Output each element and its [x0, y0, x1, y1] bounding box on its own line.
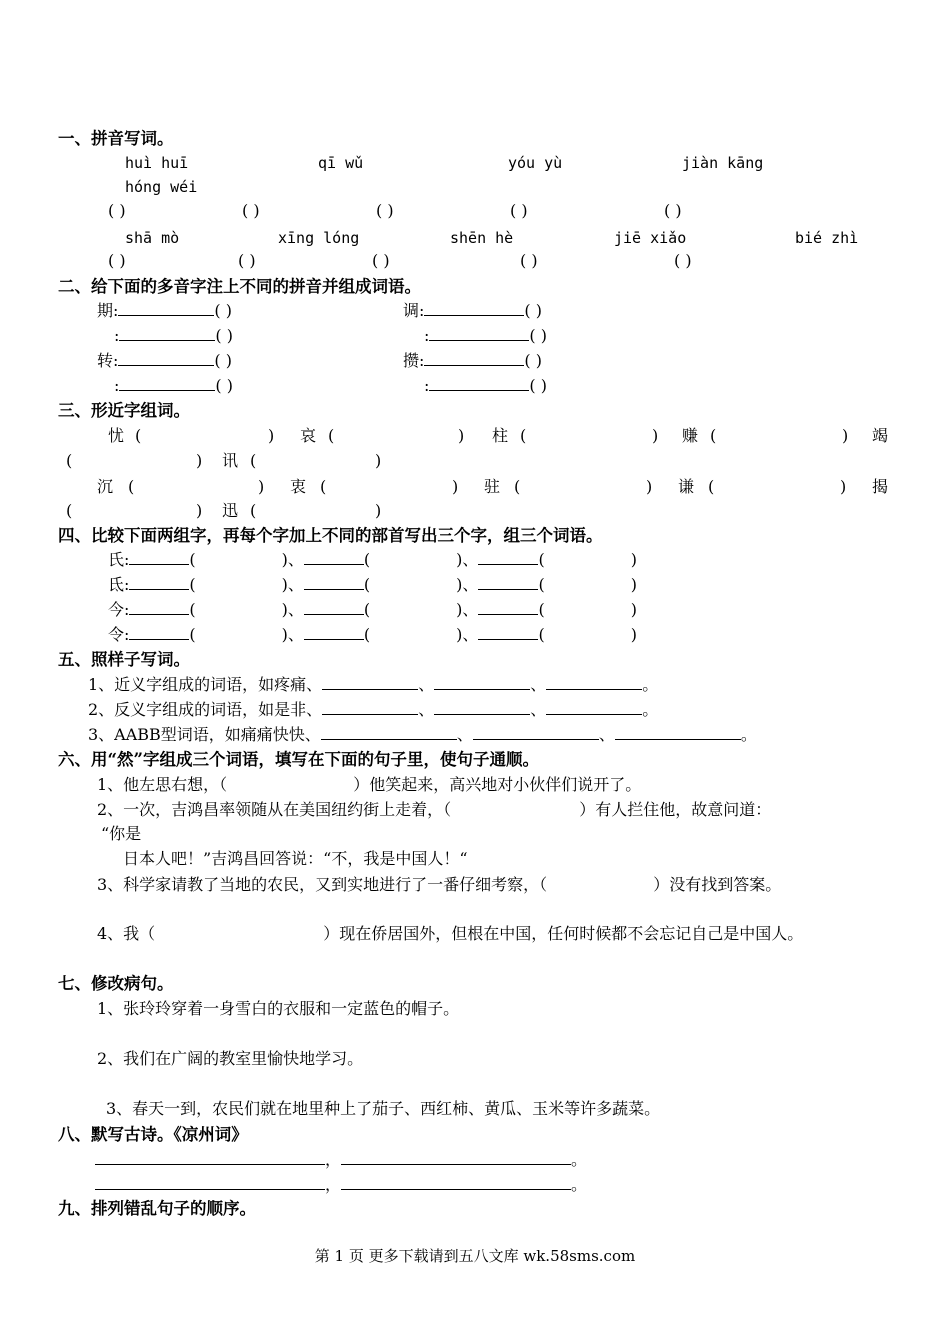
- separator: 、: [530, 675, 547, 694]
- paren-open: (: [135, 426, 142, 445]
- question-text: 2、反义字组成的词语，如是非、: [88, 700, 323, 719]
- paren-close: ): [258, 477, 265, 496]
- polyphone-label: :: [424, 326, 430, 345]
- answer-paren[interactable]: ( ): [524, 301, 542, 320]
- answer-blank[interactable]: [424, 351, 524, 366]
- similar-char: 揭: [872, 477, 889, 496]
- answer-paren[interactable]: ( ): [524, 351, 542, 370]
- polyphone-label: 期:: [97, 301, 119, 320]
- polyphone-label: :: [114, 326, 120, 345]
- answer-blank[interactable]: [129, 625, 189, 640]
- similar-char: 驻: [484, 477, 501, 496]
- paren-close: ): [456, 600, 463, 619]
- section-4-title: 四、比较下面两组字，再每个字加上不同的部首写出三个字，组三个词语。: [58, 526, 603, 545]
- pinyin-item: xīng lóng: [278, 229, 360, 247]
- paren-open: (: [189, 625, 196, 644]
- pinyin-item: shēn hè: [450, 229, 514, 247]
- pinyin-item: bié zhì: [795, 229, 859, 247]
- paren-close: ): [196, 501, 203, 520]
- answer-blank[interactable]: [304, 550, 364, 565]
- polyphone-label: 转:: [97, 351, 119, 370]
- separator: 、: [462, 625, 479, 644]
- comma: ，: [325, 1150, 342, 1169]
- answer-blank[interactable]: [478, 625, 538, 640]
- paren-close: ): [456, 575, 463, 594]
- answer-blank[interactable]: [129, 575, 189, 590]
- similar-char: 谦: [678, 477, 695, 496]
- answer-paren[interactable]: ( ): [529, 376, 547, 395]
- paren-close: ): [375, 451, 382, 470]
- paren-close: ): [630, 575, 637, 594]
- paren-close: ): [456, 625, 463, 644]
- separator: 、: [287, 550, 304, 569]
- question-text: 日本人吧！”吉鸿昌回答说：“不，我是中国人！“: [123, 849, 468, 868]
- pinyin-item: shā mò: [125, 229, 180, 247]
- paren-open: (: [320, 477, 327, 496]
- period: 。: [740, 725, 757, 744]
- polyphone-label: :: [114, 376, 120, 395]
- paren-open: (: [189, 600, 196, 619]
- question-text: 2、我们在广阔的教室里愉快地学习。: [97, 1049, 364, 1068]
- pinyin-item: huì huī: [125, 154, 189, 172]
- pinyin-item: yóu yù: [508, 154, 563, 172]
- answer-paren[interactable]: ( ): [242, 201, 260, 220]
- similar-char: 竭: [872, 426, 889, 445]
- question-text: ）现在侨居国外，但根在中国，任何时候都不会忘记自己是中国人。: [323, 924, 804, 943]
- poem-blank[interactable]: [341, 1150, 571, 1165]
- period: 。: [642, 700, 659, 719]
- answer-blank[interactable]: [473, 725, 599, 740]
- paren-close: ): [281, 575, 288, 594]
- paren-open: (: [538, 575, 545, 594]
- answer-blank[interactable]: [304, 575, 364, 590]
- base-char: 今:: [108, 600, 130, 619]
- section-8-title: 八、默写古诗。《凉州词》: [58, 1125, 248, 1144]
- answer-blank[interactable]: [424, 301, 524, 316]
- answer-blank[interactable]: [322, 675, 418, 690]
- answer-blank[interactable]: [321, 725, 457, 740]
- paren-close: ): [281, 625, 288, 644]
- paren-open: (: [538, 625, 545, 644]
- separator: 、: [530, 700, 547, 719]
- answer-paren[interactable]: ( ): [214, 351, 232, 370]
- separator: 、: [287, 600, 304, 619]
- section-2-title: 二、给下面的多音字注上不同的拼音并组成词语。: [58, 277, 421, 296]
- answer-blank[interactable]: [304, 600, 364, 615]
- page-footer: 第 1 页 更多下载请到五八文库 wk.58sms.com: [314, 1247, 636, 1265]
- question-text: 3、科学家请教了当地的农民，又到实地进行了一番仔细考察，（: [97, 875, 548, 894]
- period: 。: [571, 1175, 588, 1194]
- paren-open: (: [363, 625, 371, 644]
- paren-open: (: [363, 575, 371, 594]
- separator: 、: [462, 575, 479, 594]
- answer-paren[interactable]: ( ): [215, 376, 233, 395]
- answer-paren[interactable]: ( ): [108, 251, 126, 270]
- pinyin-item: jiē xiǎo: [614, 229, 687, 247]
- answer-blank[interactable]: [546, 675, 642, 690]
- paren-close: ): [630, 625, 637, 644]
- section-1-title: 一、拼音写词。: [58, 129, 174, 148]
- section-9-title: 九、排列错乱句子的顺序。: [58, 1199, 256, 1218]
- paren-close: ): [840, 477, 847, 496]
- answer-blank[interactable]: [429, 376, 529, 391]
- answer-paren[interactable]: ( ): [238, 251, 256, 270]
- question-text: 1、他左思右想，（: [97, 775, 228, 794]
- answer-paren[interactable]: ( ): [510, 201, 528, 220]
- poem-blank[interactable]: [95, 1175, 325, 1190]
- question-text: 1、张玲玲穿着一身雪白的衣服和一定蓝色的帽子。: [97, 999, 460, 1018]
- answer-blank[interactable]: [118, 351, 214, 366]
- question-text: “你是: [101, 824, 142, 843]
- section-6-title: 六、用“然”字组成三个词语，填写在下面的句子里，使句子通顺。: [58, 750, 539, 769]
- paren-open: (: [520, 426, 527, 445]
- answer-blank[interactable]: [119, 376, 215, 391]
- question-text: ）有人拦住他，故意问道：: [579, 800, 772, 819]
- question-text: 4、我（: [97, 924, 156, 943]
- paren-close: ): [458, 426, 465, 445]
- separator: 、: [462, 550, 479, 569]
- answer-paren[interactable]: ( ): [674, 251, 692, 270]
- polyphone-label: 攒:: [403, 351, 425, 370]
- answer-paren[interactable]: ( ): [108, 201, 126, 220]
- section-7-title: 七、修改病句。: [58, 974, 174, 993]
- paren-close: ): [630, 600, 637, 619]
- separator: 、: [418, 700, 435, 719]
- paren-close: ): [268, 426, 275, 445]
- similar-char: 衷: [290, 477, 307, 496]
- paren-open: (: [128, 477, 135, 496]
- base-char: 令:: [108, 625, 130, 644]
- paren-open: (: [710, 426, 717, 445]
- answer-blank[interactable]: [615, 725, 741, 740]
- paren-close: ): [630, 550, 637, 569]
- similar-char: 赚: [682, 426, 699, 445]
- answer-paren[interactable]: ( ): [520, 251, 538, 270]
- answer-blank[interactable]: [429, 326, 529, 341]
- question-text: 2、一次，吉鸿昌率领随从在美国纽约街上走着，（: [97, 800, 452, 819]
- similar-char: 沉: [97, 477, 114, 496]
- answer-blank[interactable]: [129, 600, 189, 615]
- paren-open: (: [708, 477, 715, 496]
- answer-blank[interactable]: [546, 700, 642, 715]
- separator: 、: [418, 675, 435, 694]
- answer-blank[interactable]: [434, 700, 530, 715]
- answer-blank[interactable]: [304, 625, 364, 640]
- paren-close: ): [375, 501, 382, 520]
- answer-blank[interactable]: [119, 326, 215, 341]
- paren-open: (: [189, 575, 196, 594]
- base-char: 氐:: [108, 575, 130, 594]
- answer-paren[interactable]: ( ): [214, 301, 232, 320]
- paren-open: (: [66, 451, 73, 470]
- paren-open: (: [363, 550, 371, 569]
- period: 。: [571, 1150, 588, 1169]
- period: 。: [642, 675, 659, 694]
- separator: 、: [287, 575, 304, 594]
- question-text: 1、近义字组成的词语，如疼痛、: [88, 675, 323, 694]
- question-text: ）没有找到答案。: [653, 875, 782, 894]
- paren-close: ): [842, 426, 849, 445]
- paren-close: ): [646, 477, 653, 496]
- paren-open: (: [538, 550, 545, 569]
- paren-close: ): [281, 600, 288, 619]
- similar-char: 迅: [222, 501, 239, 520]
- answer-blank[interactable]: [478, 600, 538, 615]
- paren-close: ): [456, 550, 463, 569]
- separator: 、: [462, 600, 479, 619]
- paren-open: (: [189, 550, 196, 569]
- paren-close: ): [652, 426, 659, 445]
- base-char: 氏:: [108, 550, 130, 569]
- answer-blank[interactable]: [322, 700, 418, 715]
- paren-close: ): [196, 451, 203, 470]
- separator: 、: [287, 625, 304, 644]
- paren-open: (: [363, 600, 371, 619]
- similar-char: 哀: [300, 426, 317, 445]
- section-3-title: 三、形近字组词。: [58, 401, 190, 420]
- polyphone-label: :: [424, 376, 430, 395]
- similar-char: 柱: [492, 426, 509, 445]
- poem-blank[interactable]: [341, 1175, 571, 1190]
- answer-paren[interactable]: ( ): [372, 251, 390, 270]
- answer-blank[interactable]: [129, 550, 189, 565]
- answer-paren[interactable]: ( ): [376, 201, 394, 220]
- pinyin-item: jiàn kāng: [682, 154, 764, 172]
- poem-blank[interactable]: [95, 1150, 325, 1165]
- paren-open: (: [250, 451, 257, 470]
- answer-blank[interactable]: [478, 550, 538, 565]
- paren-close: ): [452, 477, 459, 496]
- answer-paren[interactable]: ( ): [215, 326, 233, 345]
- paren-close: ): [281, 550, 288, 569]
- answer-blank[interactable]: [118, 301, 214, 316]
- question-text: 3、AABB型词语，如痛痛快快、: [88, 725, 321, 744]
- answer-paren[interactable]: ( ): [529, 326, 547, 345]
- paren-open: (: [66, 501, 73, 520]
- answer-blank[interactable]: [478, 575, 538, 590]
- section-5-title: 五、照样子写词。: [58, 650, 190, 669]
- question-text: 3、春天一到，农民们就在地里种上了茄子、西红柿、黄瓜、玉米等许多蔬菜。: [106, 1099, 661, 1118]
- separator: 、: [456, 725, 473, 744]
- paren-open: (: [514, 477, 521, 496]
- question-text: ）他笑起来，高兴地对小伙伴们说开了。: [353, 775, 642, 794]
- answer-blank[interactable]: [434, 675, 530, 690]
- paren-open: (: [328, 426, 335, 445]
- answer-paren[interactable]: ( ): [664, 201, 682, 220]
- comma: ，: [325, 1175, 342, 1194]
- pinyin-item: qī wǔ: [318, 154, 364, 172]
- paren-open: (: [250, 501, 257, 520]
- similar-char: 讯: [222, 451, 239, 470]
- paren-open: (: [538, 600, 545, 619]
- polyphone-label: 调:: [403, 301, 425, 320]
- similar-char: 忧: [108, 426, 125, 445]
- separator: 、: [598, 725, 615, 744]
- pinyin-item: hóng wéi: [125, 178, 198, 196]
